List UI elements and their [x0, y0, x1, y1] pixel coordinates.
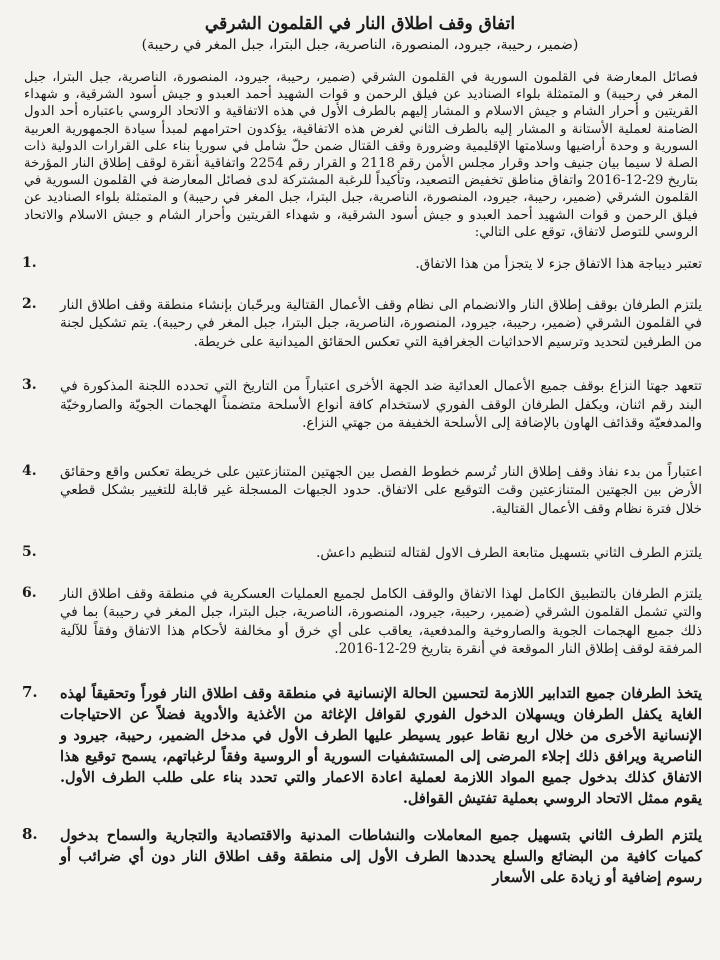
clause-text: تعتبر ديباجة هذا الاتفاق جزء لا يتجزأ من هذا الاتفاق. [415, 256, 702, 273]
preamble-paragraph: فصائل المعارضة في القلمون السورية في القلمون الشرقي (ضمير، رحيبة، جيرود، المنصورة، الناصرية، جبل البترا، جبل المغر في رحيبة) و المتمثلة بلواء الصناديد عن فيلق الرحمن و قوات الشهيد أحمد العبدو و جيش أسود الشرقية، و شهداء القريتين و أحرار الشام و جيش الاسلام و المشار إليهم بالطرف الأول في هذه الاتفاقية و الاتحاد الروسي باعتباره أحد الدول الضامنة لعملية الأستانة و المشار إليه بالطرف الثاني لغرض هذه الاتفاقية، يؤكدون احترامهم لمبدأ سيادة الجمهورية العربية السورية و وحدة أراضيها وسلامتها الإقليمية وضرورة وقف القتال ضمن حلّ شامل في سوريا بناء على القرارات الدولية ذات الصلة لا سيما بيان جنيف واحد وقرار مجلس الأمن رقم 2118 و القرار رقم 2254 واتفاقية أنقرة لوقف إطلاق النار المؤرخة بتاريخ 29-12-2016 واتفاق مناطق تخفيض التصعيد، وتأكيداً للرغبة المشتركة لدى فصائل المعارضة في القلمون السورية في القلمون الشرقي (ضمير، رحيبة، جيرود، المنصورة، الناصرية، جبل البترا، جبل المغر في رحيبة) و المتمثلة بلواء الصناديد عن فيلق الرحمن و قوات الشهيد أحمد العبدو و جيش أسود الشرقية، و شهداء القريتين وأحرار الشام و جيش الاسلام والاتحاد الروسي للتوصل لاتفاق، توقع على التالي: [24, 70, 698, 240]
clause-text: يلتزم الطرفان بالتطبيق الكامل لهذا الاتفاق والوقف الكامل لجميع العمليات العسكرية في منطقة وقف اطلاق النار والتي تشمل القلمون الشرقي (ضمير، رحيبة، جيرود، المنصورة، الناصرية، جبل البترا، جبل المغر في رحيبة) بما في ذلك جميع الهجمات الجوية والصاروخية والمدفعية، يعاقب على أي خرق أو مخالفة لأحكام هذا الاتفاق وفقاً للآلية المرفقة لوقف إطلاق النار الموقعة في أنقرة بتاريخ 29-12-2016. [60, 585, 702, 658]
clause-number: 7. [22, 682, 38, 701]
clause-3 [18, 377, 702, 433]
clause-1 [18, 255, 702, 274]
clause-text: تتعهد جهتا النزاع بوقف جميع الأعمال العدائية ضد الجهة الأخرى اعتباراً من التاريخ التي تحدده اللجنة المذكورة في البند رقم اثنان، ويكفل الطرفان الوقف الفوري لاستخدام كافة أنواع الأسلحة متضمناً الهجمات الجويّة والصاروخيّة والمدفعيّة وقذائف الهاون بالإضافة إلى الأسلحة الخفيفة من جهتي النزاع. [60, 378, 702, 432]
clause-2 [18, 296, 702, 352]
clause-text: يلتزم الطرفان بوقف إطلاق النار والانضمام الى نظام وقف الأعمال القتالية ويرحّبان بإنشاء منطقة وقف اطلاق النار في القلمون الشرقي (ضمير، رحيبة، جيرود، المنصورة، الناصرية، جبل البترا، جبل المغر في رحيبة). يتم تشكيل لجنة من الطرفين لتحديد وترسيم الاحداثيات الجغرافية التي تعكس الحقائق الميدانية على خريطة. [60, 296, 702, 350]
clause-number: 2. [22, 295, 37, 312]
clause-5 [18, 544, 702, 563]
clause-number: 8. [22, 824, 38, 843]
clause-number: 4. [22, 462, 37, 479]
document-subtitle: (ضمير، رحيبة، جيرود، المنصورة، الناصرية، جبل البترا، جبل المغر في رحيبة) [141, 37, 579, 53]
clause-8 [18, 825, 702, 888]
clause-number: 1. [22, 255, 37, 272]
clause-number: 3. [22, 377, 37, 394]
clause-text: يلتزم الطرف الثاني بتسهيل جميع المعاملات والنشاطات المدنية والاقتصادية والتجارية والسماح بدخول كميات كافية من البضائع والسلع يحددها الطرف الأول إلى منطقة وقف اطلاق النار دون أي ضرائب أو رسوم إضافية أو زيادة على الأسعار [60, 826, 702, 886]
clauses-list [18, 255, 702, 888]
clause-6 [18, 585, 702, 659]
clause-text: يلتزم الطرف الثاني بتسهيل متابعة الطرف الاول لقتاله لتنظيم داعش. [316, 545, 702, 562]
document-title: اتفاق وقف اطلاق النار في القلمون الشرقي [204, 14, 516, 34]
clause-number: 6. [22, 584, 37, 601]
clause-text: يتخذ الطرفان جميع التدابير اللازمة لتحسين الحالة الإنسانية في منطقة وقف اطلاق النار فوراً وتحقيقاً لهذه الغاية يكفل الطرفان ويسهلان الدخول الفوري لقوافل الإغاثة من الأغذية والأدوية فضلاً عن الاحتياجات الإنسانية الأخرى من خلال اربع نقاط عبور يسيطر عليها الطرف الأول في مدخل الضمير، رحيبة، جيرود و الناصرية ويرافق ذلك إجلاء المرضى إلى المستشفيات السورية أو الروسية وفقاً لرغباتهم، يسمح توقيع هذا الاتفاق كذلك بدخول جميع المواد اللازمة لعملية اعادة الاعمار والتي تحدد بناء على طلب الطرف الأول. يقوم ممثل الاتحاد الروسي بعملية تفتيش القوافل. [60, 684, 702, 807]
clause-number: 5. [22, 544, 37, 561]
clause-7 [18, 683, 702, 809]
clause-text: اعتباراً من بدء نفاذ وقف إطلاق النار تُرسم خطوط الفصل بين الجهتين المتنازعتين على خريطة تعكس واقع وحقائق الأرض بين الجهتين المتنازعتين وقت التوقيع على الاتفاق. حدود الجبهات المسجلة غير قابلة للتغيير بشكل قطعي خلال فترة نظام وقف الأعمال القتالية. [60, 463, 702, 517]
clause-4 [18, 463, 702, 519]
